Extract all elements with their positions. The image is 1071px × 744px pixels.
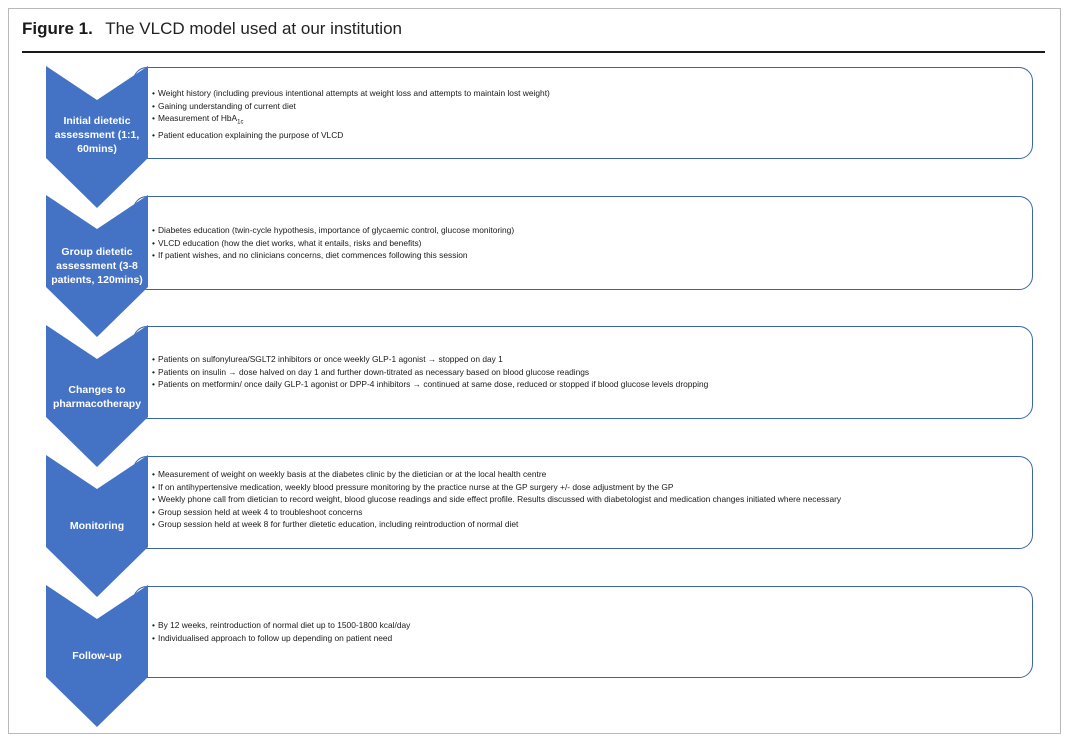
- step-label-line: assessment (1:1,: [54, 129, 140, 141]
- step-bullets: [152, 353, 1020, 391]
- bullet-item: • Weekly phone call from dietician to record weight, blood glucose readings and side effect profile. Results discussed with diabetologist and medication changes initiated where necessary: [152, 493, 1020, 506]
- figure-label: Figure 1: [22, 19, 89, 38]
- bullet-item: • By 12 weeks, reintroduction of normal diet up to 1500-1800 kcal/day: [152, 619, 1020, 632]
- bullet-item: • Measurement of weight on weekly basis at the diabetes clinic by the dietician or at the local health centre: [152, 468, 1020, 481]
- step-label-line: Follow-up: [72, 650, 122, 662]
- bullet-item: • If on antihypertensive medication, weekly blood pressure monitoring by the practice nurse at the GP surgery +/- dose adjustment by the GP: [152, 481, 1020, 494]
- step-label-line: pharmacotherapy: [52, 398, 142, 410]
- step-label: [46, 383, 148, 411]
- bullet-item: • Weight history (including previous intentional attempts at weight loss and attempts to maintain lost weight): [152, 87, 1020, 100]
- step-label: [46, 114, 148, 156]
- step-box-group-assessment: [133, 196, 1033, 290]
- bullet-item: • Patients on insulin → dose halved on day 1 and further down-titrated as necessary based on blood glucose readings: [152, 366, 1020, 379]
- step-box-pharmacotherapy: [133, 326, 1033, 419]
- bullet-item: • Group session held at week 8 for further dietetic education, including reintroduction of normal diet: [152, 518, 1020, 531]
- bullet-item: • Gaining understanding of current diet: [152, 100, 1020, 113]
- hba-subscript: 1c: [237, 119, 244, 126]
- step-label-line: assessment (3-8: [56, 260, 138, 272]
- step-arrow-initial-assessment: [46, 66, 148, 208]
- step-label: [46, 245, 148, 287]
- step-label-line: patients, 120mins): [51, 274, 143, 286]
- step-bullets: [152, 468, 1020, 531]
- step-label: [46, 519, 148, 533]
- bullet-item: [152, 112, 1020, 129]
- figure-title: [22, 18, 402, 40]
- step-arrow-monitoring: [46, 455, 148, 597]
- step-label-line: Changes to: [68, 384, 126, 396]
- step-arrow-follow-up: [46, 585, 148, 727]
- step-box-follow-up: [133, 586, 1033, 678]
- step-box-initial-assessment: [133, 67, 1033, 159]
- step-label: [46, 649, 148, 663]
- bullet-item: • Patient education explaining the purpose of VLCD: [152, 129, 1020, 142]
- step-label-line: 60mins): [77, 143, 117, 155]
- bullet-item: • Diabetes education (twin-cycle hypothesis, importance of glycaemic control, glucose monitoring): [152, 224, 1020, 237]
- bullet-item: • Patients on sulfonylurea/SGLT2 inhibitors or once weekly GLP-1 agonist → stopped on day 1: [152, 353, 1020, 366]
- step-box-monitoring: [133, 456, 1033, 549]
- figure-label-period: .: [88, 19, 93, 38]
- step-label-line: Group dietetic: [61, 246, 133, 258]
- step-label-line: Initial dietetic: [63, 115, 131, 127]
- bullet-item: • Individualised approach to follow up depending on patient need: [152, 632, 1020, 645]
- figure-caption: The VLCD model used at our institution: [105, 19, 402, 38]
- step-bullets: [152, 87, 1020, 142]
- step-bullets: [152, 619, 1020, 644]
- bullet-item: • VLCD education (how the diet works, what it entails, risks and benefits): [152, 237, 1020, 250]
- bullet-item: • If patient wishes, and no clinicians concerns, diet commences following this session: [152, 249, 1020, 262]
- step-arrow-group-assessment: [46, 195, 148, 337]
- step-label-line: Monitoring: [69, 520, 125, 532]
- bullet-item: • Patients on metformin/ once daily GLP-1 agonist or DPP-4 inhibitors → continued at same dose, reduced or stopped if blood glucose levels dropping: [152, 378, 1020, 391]
- step-bullets: [152, 224, 1020, 262]
- step-arrow-pharmacotherapy: [46, 325, 148, 467]
- bullet-item: • Group session held at week 4 to troubleshoot concerns: [152, 506, 1020, 519]
- title-rule: [22, 51, 1045, 53]
- bullet-text: Measurement of HbA: [158, 113, 238, 124]
